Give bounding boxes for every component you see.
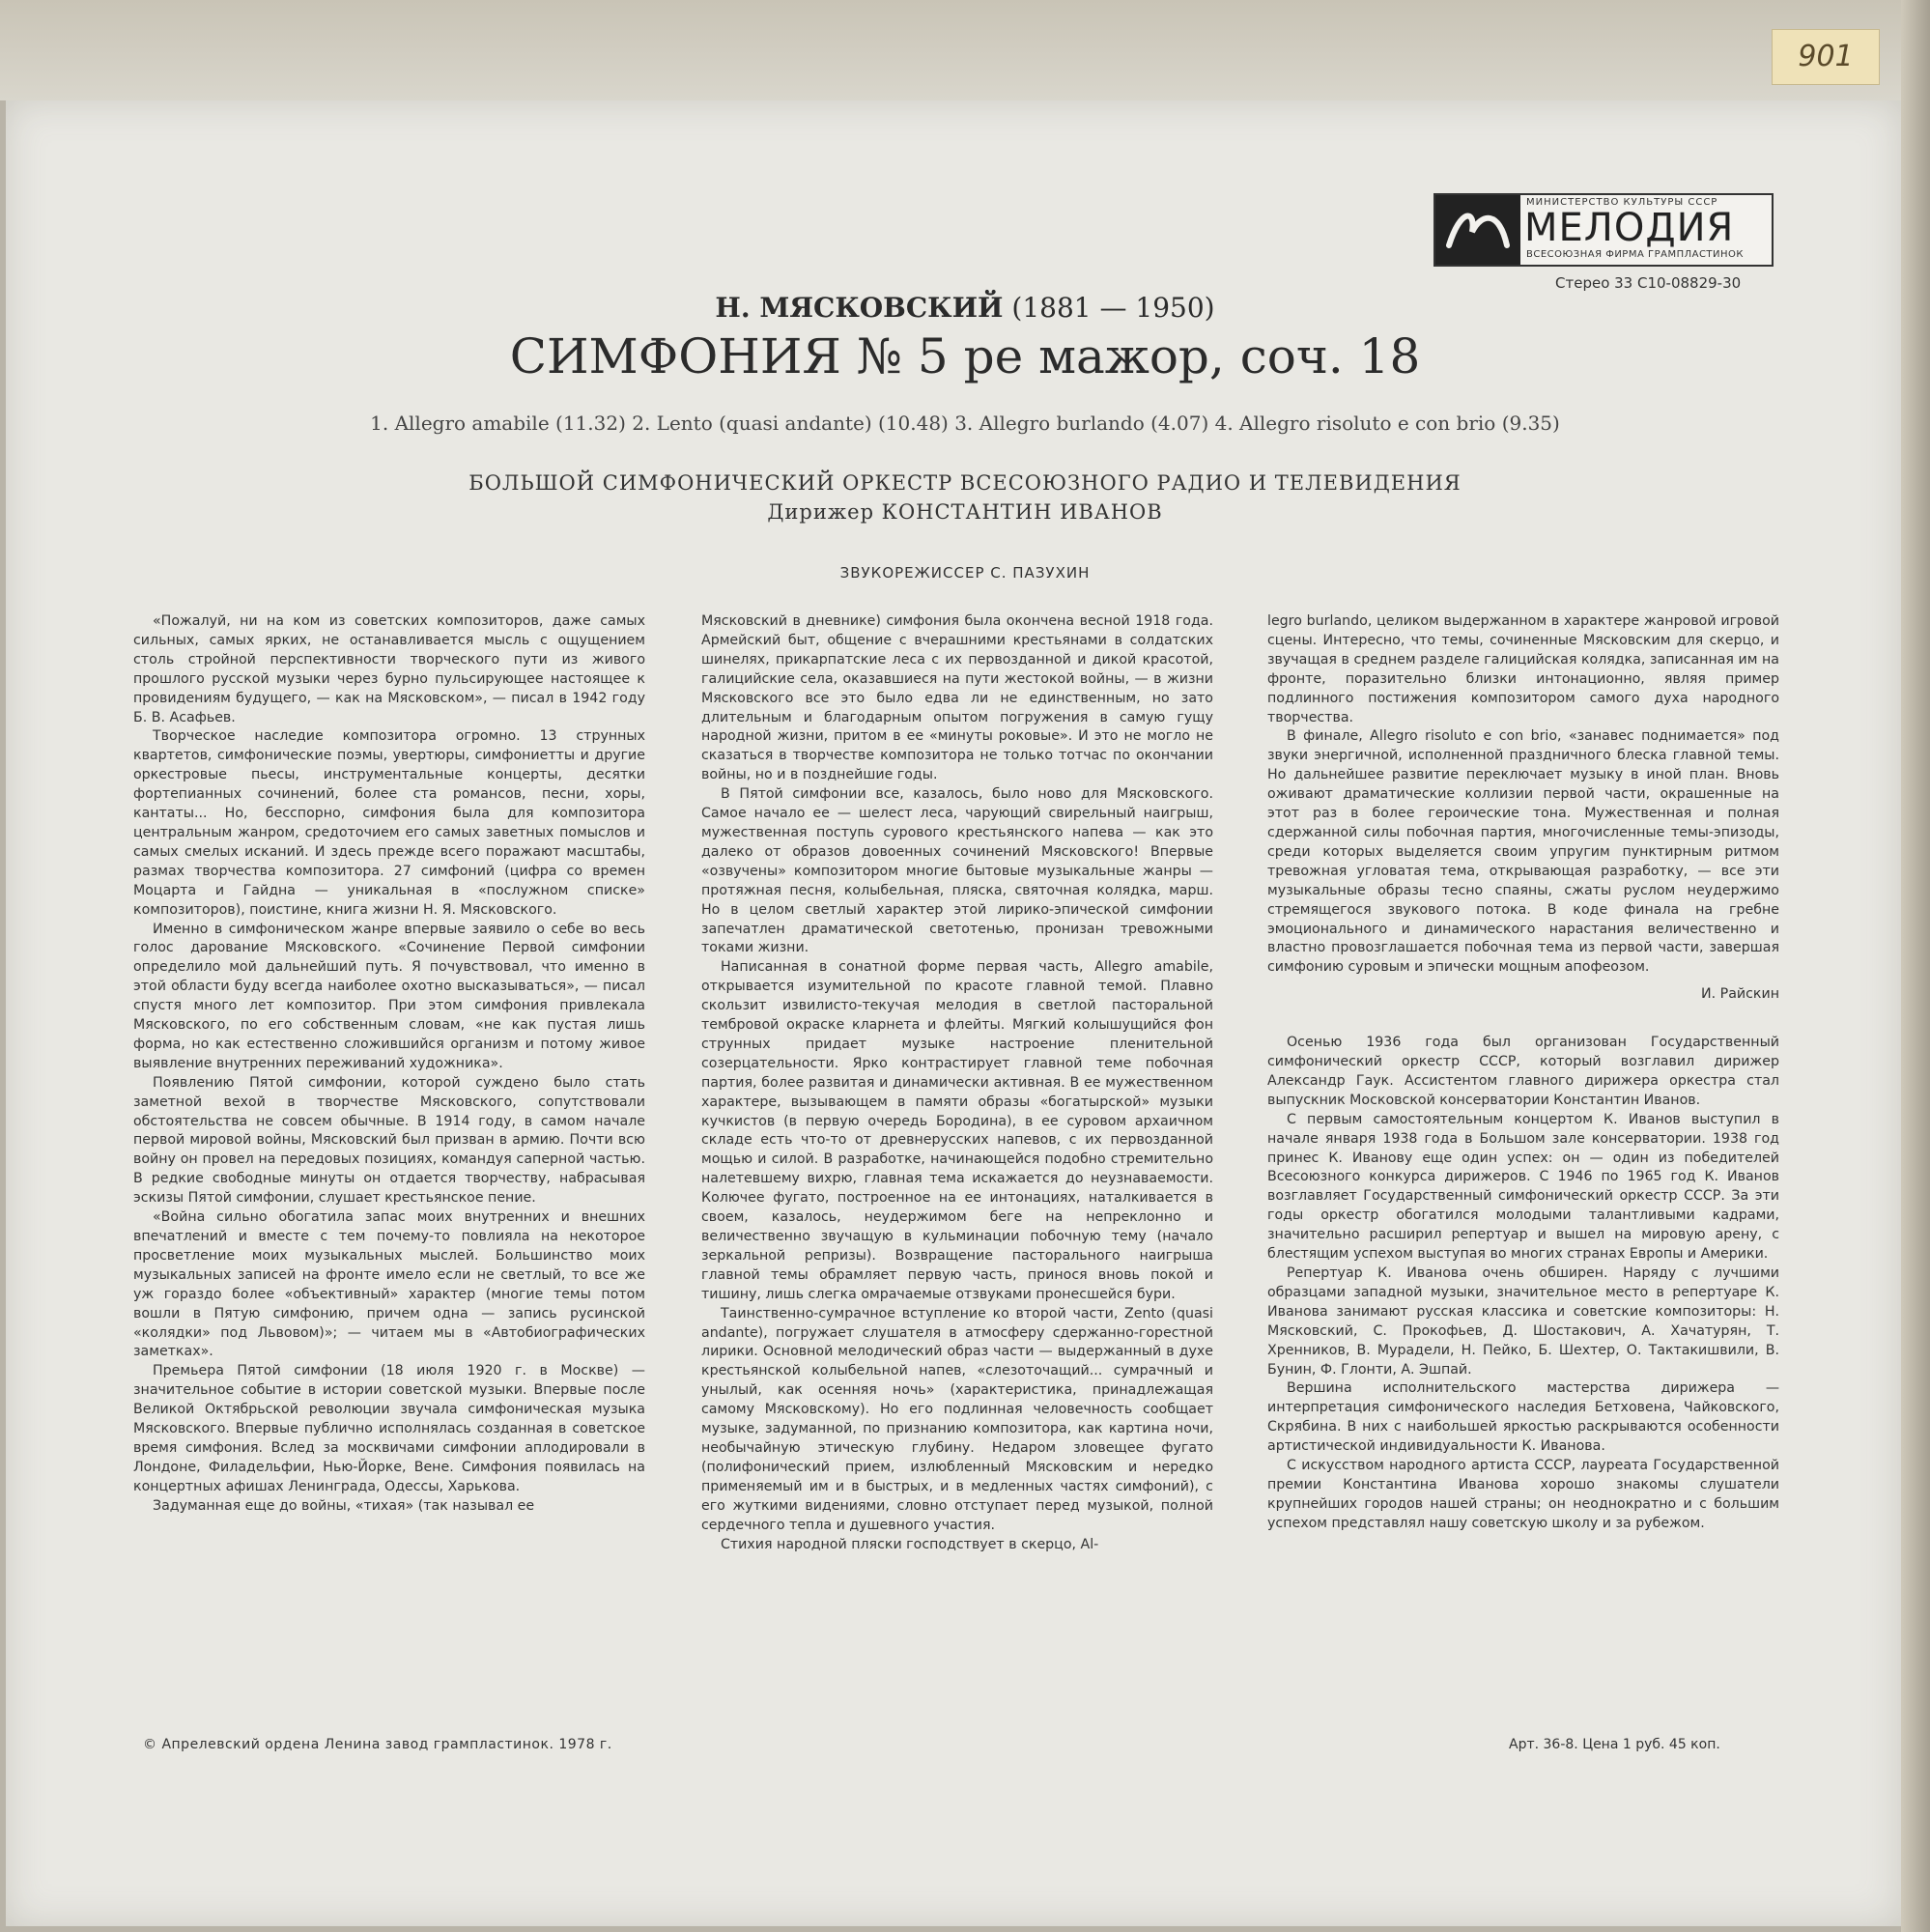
composer-years: (1881 — 1950): [1011, 292, 1215, 324]
logo-ministry: МИНИСТЕРСТВО КУЛЬТУРЫ СССР: [1526, 197, 1718, 208]
melodiya-mark-icon: [1435, 195, 1520, 265]
paragraph: Таинственно-сумрачное вступление ко второй части, Zento (quasi andante), погружает слушателя в атмосферу сдержанно-горестной лирики. Основной мелодический образ части — выдержанный в духе крестьянской колыбельной напев, «слезоточащий... сумрачный и унылый, как осенняя ночь» (характеристика, принадлежащая самому Мясковскому). Но его подлинная человечность сообщает музыке, задуманной, по признанию композитора, как картина ночи, необычайную этическую глубину. Недаром зловещее фугато (полифонический прием, излюбленный Мясковским и нередко применяемый им и в быстрых, и в медленных частях симфоний), с его жуткими видениями, словно отступает перед музыкой, полной сердечного тепла и душевного участия.: [701, 1305, 1213, 1533]
paragraph: В Пятой симфонии все, казалось, было ново для Мясковского. Самое начало ее — шелест леса, чарующий свирельный наигрыш, мужественная поступь сурового крестьянского напева — как это далеко от образов довоенных сочинений Мясковского! Впервые «озвучены» композитором многие бытовые музыкальные жанры — протяжная песня, колыбельная, пляска, святочная колядка, марш. Но в целом светлый характер этой лирико-эпической симфонии запечатлен драматической светотенью, пронизан тревожными токами жизни.: [701, 786, 1213, 956]
manufacturer-footer: © Апрелевский ордена Ленина завод грампластинок. 1978 г.: [143, 1737, 612, 1752]
movements-list: 1. Allegro amabile (11.32) 2. Lento (quasi andante) (10.48) 3. Allegro burlando (4.07) 4. Allegro risoluto e con brio (9.35): [370, 412, 1560, 435]
conductor-credit: Дирижер КОНСТАНТИН ИВАНОВ: [767, 500, 1163, 524]
logo-name: МЕЛОДИЯ: [1524, 206, 1735, 250]
paragraph: Репертуар К. Иванова очень обширен. Наряду с лучшими образцами западной музыки, значительное место в репертуаре К. Иванова занимают русская классика и советские композиторы: Н. Мясковский, С. Прокофьев, Д. Шостакович, А. Хачатурян, Т. Хренников, В. Мурадели, Н. Пейко, Б. Шехтер, О. Тактакишвили, В. Бунин, Ф. Глонти, А. Эшпай.: [1267, 1265, 1779, 1378]
background-top-strip: [0, 0, 1930, 100]
paragraph: Появлению Пятой симфонии, которой суждено было стать заметной вехой в творчестве Мясковского, сопутствовали обстоятельства не совсем обычные. В 1914 году, в самом начале первой мировой войны, Мясковский был призван в армию. Почти всю войну он провел на передовых позициях, командуя саперной частью. В редкие свободные минуты он отдается творчеству, набрасывая эскизы Пятой симфонии, слушает крестьянское пение.: [133, 1074, 645, 1207]
paragraph: Вершина исполнительского мастерства дирижера — интерпретация симфонического наследия Бетховена, Чайковского, Скрябина. В них с наибольшей яркостью раскрываются особенности артистической индивидуальности К. Иванова.: [1267, 1380, 1779, 1455]
paragraph: Задуманная еще до войны, «тихая» (так называл ее: [153, 1497, 535, 1514]
sleeve-edge: [1901, 0, 1930, 1932]
paragraph: В финале, Allegro risoluto e con brio, «занавес поднимается» под звуки энергичной, исполненной праздничного блеска главной темы. Но дальнейшее развитие переключает музыку в иной план. Вновь оживают драматические коллизии первой части, окрашенные на этот раз в более героические тона. Мужественная и полная сдержанной силы побочная партия, многочисленные темы-эпизоды, среди которых выделяется своим упругим пунктирным ритмом тревожная угловатая тема, открывающая разработку, — все эти музыкальные образы тесно спаяны, сжаты руслом неудержимо стремящегося звукового потока. В коде финала на гребне эмоционального и динамического нарастания величественно и властно провозглашается побочная тема из первой части, завершая симфонию суровым и эпически мощным апофеозом.: [1267, 728, 1779, 976]
logo-text: [1520, 195, 1772, 265]
work-title: СИМФОНИЯ № 5 ре мажор, соч. 18: [509, 328, 1421, 384]
paragraph: Творческое наследие композитора огромно. 13 струнных квартетов, симфонические поэмы, увертюры, симфониетты и другие оркестровые пьесы, инструментальные концерты, десятки фортепианных сочинений, более ста романсов, песни, хоры, кантаты... Но, бесспорно, симфония была для композитора центральным жанром, средоточием его самых заветных помыслов и самых смелых исканий. И здесь прежде всего поражают масштабы, размах творчества композитора. 27 симфоний (цифра со времен Моцарта и Гайдна — уникальная в «послужном списке» композиторов), поистине, книга жизни Н. Я. Мясковского.: [133, 728, 645, 918]
paragraph: Стихия народной пляски господствует в скерцо, Al-: [721, 1536, 1099, 1552]
paragraph: С первым самостоятельным концертом К. Иванов выступил в начале января 1938 года в Большом зале консерватории. 1938 год принес К. Иванову еще один успех: он — один из победителей Всесоюзного конкурса дирижеров. С 1946 по 1965 год К. Иванов возглавляет Государственный симфонический оркестр СССР. За эти годы оркестр обогатился молодыми талантливыми кадрами, значительно расширил репертуар и вышел на мировую арену, с блестящим успехом выступая во многих странах Европы и Америки.: [1267, 1111, 1779, 1263]
paragraph: legro burlando, целиком выдержанном в характере жанровой игровой сцены. Интересно, что темы, сочиненные Мясковским для скерцо, и звучащая в среднем разделе галицийская колядка, записанная им на фронте, поразительно близки интонационно, являя пример подлинного постижения композитором самого духа народного творчества.: [1267, 613, 1779, 725]
catalog-number: Стерео 33 С10-08829-30: [1555, 274, 1742, 292]
price-footer: Арт. 36-8. Цена 1 руб. 45 коп.: [1509, 1737, 1720, 1752]
paragraph: Осенью 1936 года был организован Государственный симфонический оркестр СССР, который возглавил дирижер Александр Гаук. Ассистентом главного дирижера оркестра стал выпускник Московской консерватории Константин Иванов.: [1267, 1035, 1779, 1108]
paragraph: Именно в симфоническом жанре впервые заявило о себе во весь голос дарование Мясковского. «Сочинение Первой симфонии определило мой дальнейший путь. Я почувствовал, что именно в этой области буду всегда наиболее охотно высказываться», — писал спустя много лет композитор. При этом симфония привлекала Мясковского, по его собственным словам, «не как пустая лишь форма, но как естественно сложившийся организм и потому живое выявление внутренних переживаний художника».: [133, 921, 645, 1071]
melodiya-logo: [1433, 193, 1774, 267]
paragraph: С искусством народного артиста СССР, лауреата Государственной премии Константина Иванова хорошо знакомы слушатели крупнейших городов нашей страны; он неоднократно и с большим успехом представлял нашу советскую школу и за рубежом.: [1267, 1458, 1779, 1531]
paragraph: Мясковский в дневнике) симфония была окончена весной 1918 года. Армейский быт, общение с вчерашними крестьянами в солдатских шинелях, прикарпатские леса с их первозданной и дикой красотой, галицийские села, оказавшиеся на пути жестокой войны, — в жизни Мясковского все это было едва ли не единственным, но зато длительным и благодарным опытом погружения в самую гущу народной жизни, притом в ее «минуты роковые». И это не могло не сказаться в творчестве композитора не только тотчас по окончании войны, но и в позднейшие годы.: [701, 613, 1213, 783]
engineer-credit: ЗВУКОРЕЖИССЕР С. ПАЗУХИН: [839, 564, 1091, 582]
paragraph: «Война сильно обогатила запас моих внутренних и внешних впечатлений и вместе с тем почему-то повлияла на некоторое просветление моих музыкальных мыслей. Большинство моих музыкальных записей на фронте имело если не светлый, то все же уж гораздо более «объективный» характер (многие темы потом вошли в Пятую симфонию, причем одна — запись русинской «колядки» под Львовом)»; — читаем мы в «Автобиографических заметках».: [133, 1209, 645, 1360]
text-column-1: [133, 612, 645, 1517]
author-signature: И. Райскин: [1701, 986, 1779, 1003]
text-column-3: [1267, 612, 1779, 1534]
orchestra-credit: БОЛЬШОЙ СИМФОНИЧЕСКИЙ ОРКЕСТР ВСЕСОЮЗНОГО РАДИО И ТЕЛЕВИДЕНИЯ: [468, 471, 1462, 495]
composer-name: Н. МЯСКОВСКИЙ: [715, 292, 1004, 324]
paragraph: Написанная в сонатной форме первая часть, Allegro amabile, открывается изумительной по красоте главной темой. Плавно скользит извилисто-текучая мелодия в светлой пасторальной тембровой окраске кларнета и флейты. Мягкий колышущийся фон струнных придает музыке настроение пленительной созерцательности. Ярко контрастирует главной теме побочная партия, более развитая и динамически активная. В ее мужественном характере, вызывающем в памяти образы «богатырской» музыки кучкистов (в первую очередь Бородина), в ее суровом архаичном складе есть что-то от древнерусских напевов, с их первозданной мощью и силой. В разработке, начинающейся подобно стремительно налетевшему вихрю, главная тема искажается до неузнаваемости. Колючее фугато, построенное на ее интонациях, наталкивается в своем, казалось, неудержимом беге на непреклонно и величественно звучащую в кульминации побочную тему (начало зеркальной репризы). Возвращение пасторального наигрыша главной темы обрамляет первую часть, принося вновь покой и тишину, лишь слегка омрачаемые отзвуками пронесшейся бури.: [701, 959, 1213, 1302]
catalog-sticker: 901: [1772, 29, 1880, 85]
text-column-2: [701, 612, 1213, 1554]
composer-heading: [0, 292, 1930, 324]
logo-firm: ВСЕСОЮЗНАЯ ФИРМА ГРАМПЛАСТИНОК: [1526, 249, 1745, 260]
paragraph: «Пожалуй, ни на ком из советских композиторов, даже самых сильных, самых ярких, не останавливается мысль с ощущением столь стройной перспективности творческого пути из живого прошлого русской музыки через бурно пульсирующее настоящее к провидениям будущего, — как на Мясковском», — писал в 1942 году Б. В. Асафьев.: [133, 613, 645, 725]
paragraph: Премьера Пятой симфонии (18 июля 1920 г. в Москве) — значительное событие в истории советской музыки. Впервые после Великой Октябрьской революции звучала симфоническая музыка Мясковского. Впервые публично исполнялась созданная в советское время симфония. Вслед за москвичами симфонии аплодировали в Лондоне, Филадельфии, Нью-Йорке, Вене. Симфония появилась на концертных афишах Ленинграда, Одессы, Харькова.: [133, 1363, 645, 1494]
